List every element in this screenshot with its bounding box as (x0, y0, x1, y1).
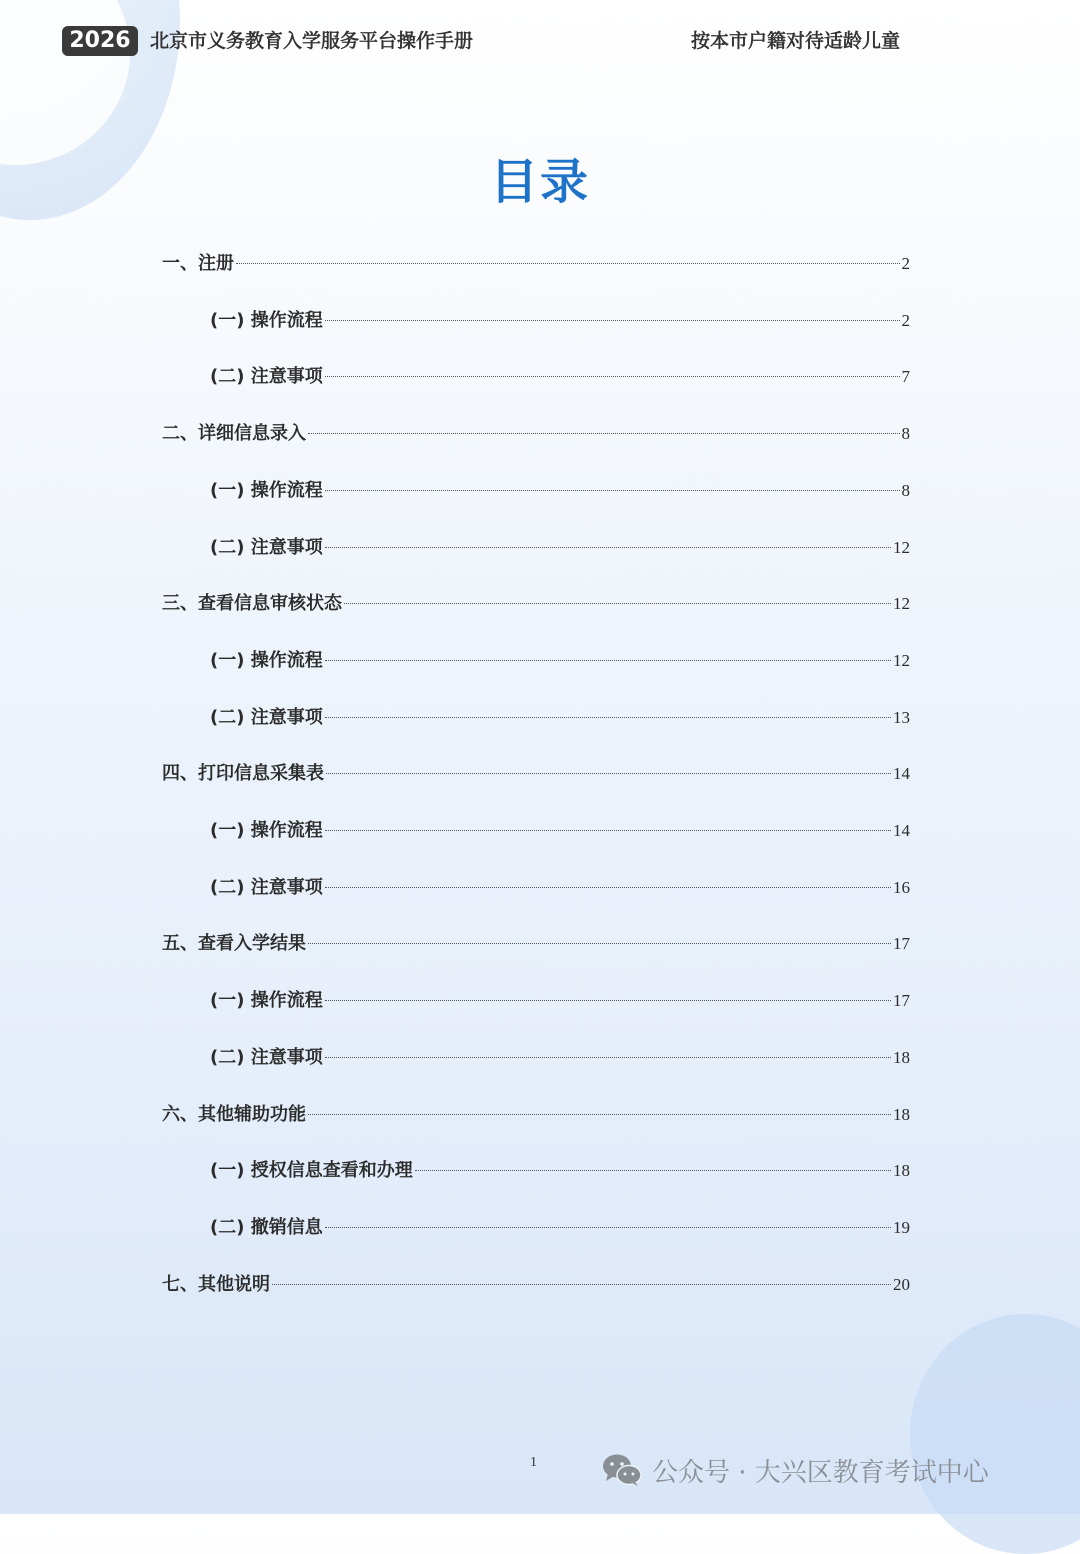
toc-entry-page: 17 (893, 934, 910, 954)
toc-title: 目录 (489, 154, 590, 210)
toc-entry[interactable] (162, 1269, 910, 1301)
year-badge: 2026 (62, 26, 138, 56)
wechat-icon (602, 1453, 642, 1487)
toc-entry[interactable] (210, 1155, 910, 1187)
toc-dot-leader (308, 943, 891, 944)
toc-entry[interactable] (210, 361, 910, 393)
watermark-text: 公众号 · 大兴区教育考试中心 (652, 1457, 989, 1488)
toc-dot-leader (308, 433, 900, 434)
toc-entry-page: 19 (893, 1217, 910, 1237)
toc-entry-page: 8 (901, 480, 910, 500)
toc-entry-page: 12 (893, 537, 910, 557)
toc-dot-leader (325, 887, 891, 888)
page-number: 1 (530, 1455, 537, 1470)
toc-entry-page: 7 (901, 367, 910, 387)
toc-entry-label: 二、详细信息录入 (162, 423, 306, 445)
toc-entry[interactable] (210, 702, 910, 734)
toc-entry[interactable] (162, 588, 910, 620)
toc-entry-page: 14 (893, 764, 910, 784)
toc-entry[interactable] (162, 248, 910, 280)
toc-entry[interactable] (210, 815, 910, 847)
toc-entry-label: (二) 注意事项 (210, 366, 323, 388)
toc-entry-label: 七、其他说明 (162, 1273, 270, 1295)
toc-entry-label: (一) 操作流程 (210, 479, 323, 501)
toc-entry[interactable] (210, 645, 910, 677)
toc-entry-page: 13 (893, 707, 910, 727)
toc-entry[interactable] (210, 475, 910, 507)
toc-entry-page: 2 (901, 254, 910, 273)
toc-dot-leader (325, 376, 900, 377)
toc-entry-label: 一、注册 (162, 253, 234, 274)
toc-dot-leader (325, 1000, 891, 1001)
toc-entry[interactable] (162, 418, 910, 450)
toc-entry[interactable] (210, 872, 910, 904)
toc-entry-label: (一) 授权信息查看和办理 (210, 1160, 413, 1182)
toc-dot-leader (325, 1227, 891, 1228)
toc-dot-leader (325, 320, 900, 321)
toc-entry-label: (二) 注意事项 (210, 536, 323, 558)
toc-dot-leader (325, 830, 891, 831)
toc-entry-label: 六、其他辅助功能 (162, 1103, 306, 1125)
toc-dot-leader (344, 603, 891, 604)
manual-title: 北京市义务教育入学服务平台操作手册 (150, 30, 474, 52)
toc-dot-leader (326, 773, 891, 774)
toc-entry-page: 12 (893, 594, 910, 614)
toc-dot-leader (236, 263, 900, 264)
page-header (0, 0, 1080, 80)
toc-entry-page: 16 (893, 877, 910, 897)
toc-entry-label: (二) 注意事项 (210, 876, 323, 898)
toc-entry[interactable] (162, 928, 910, 960)
toc-entry-label: (二) 注意事项 (210, 706, 323, 728)
toc-entry-page: 2 (901, 310, 910, 330)
toc-dot-leader (325, 490, 900, 491)
toc-dot-leader (325, 1057, 891, 1058)
toc-entry-label: (一) 操作流程 (210, 820, 323, 841)
toc-entry[interactable] (210, 985, 910, 1017)
toc-entry-label: (一) 操作流程 (210, 309, 323, 331)
toc-entry-page: 18 (893, 1161, 910, 1181)
toc-entry[interactable] (210, 532, 910, 564)
toc-entry[interactable] (210, 1042, 910, 1074)
toc-entry-label: (二) 注意事项 (210, 1046, 323, 1068)
toc-entry-label: 五、查看入学结果 (162, 933, 306, 955)
toc-entry[interactable] (162, 758, 910, 790)
toc-entry[interactable] (162, 1099, 910, 1131)
toc-dot-leader (325, 717, 891, 718)
toc-entry-page: 17 (893, 991, 910, 1011)
toc-entry-page: 18 (893, 1104, 910, 1124)
section-label: 按本市户籍对待适龄儿童 (690, 30, 900, 52)
toc-entry-page: 18 (893, 1047, 910, 1067)
toc-entry-label: 四、打印信息采集表 (162, 763, 324, 785)
toc-entry-page: 12 (893, 650, 910, 670)
toc-entry-label: 三、查看信息审核状态 (162, 593, 342, 615)
toc-entry-label: (一) 操作流程 (210, 649, 323, 671)
toc-entry-label: (一) 操作流程 (210, 990, 323, 1012)
toc-entry-page: 14 (893, 821, 910, 840)
toc-dot-leader (415, 1170, 891, 1171)
toc-dot-leader (325, 660, 891, 661)
toc-entry[interactable] (210, 1212, 910, 1244)
decorative-circle-bottom-right (910, 1314, 1080, 1554)
toc-entry-page: 8 (901, 424, 910, 444)
toc-dot-leader (272, 1284, 891, 1285)
toc-entry-page: 20 (893, 1274, 910, 1294)
toc-dot-leader (308, 1114, 891, 1115)
toc-entry[interactable] (210, 305, 910, 337)
watermark (602, 1450, 989, 1490)
toc-entry-label: (二) 撤销信息 (210, 1216, 323, 1238)
toc-dot-leader (325, 547, 891, 548)
